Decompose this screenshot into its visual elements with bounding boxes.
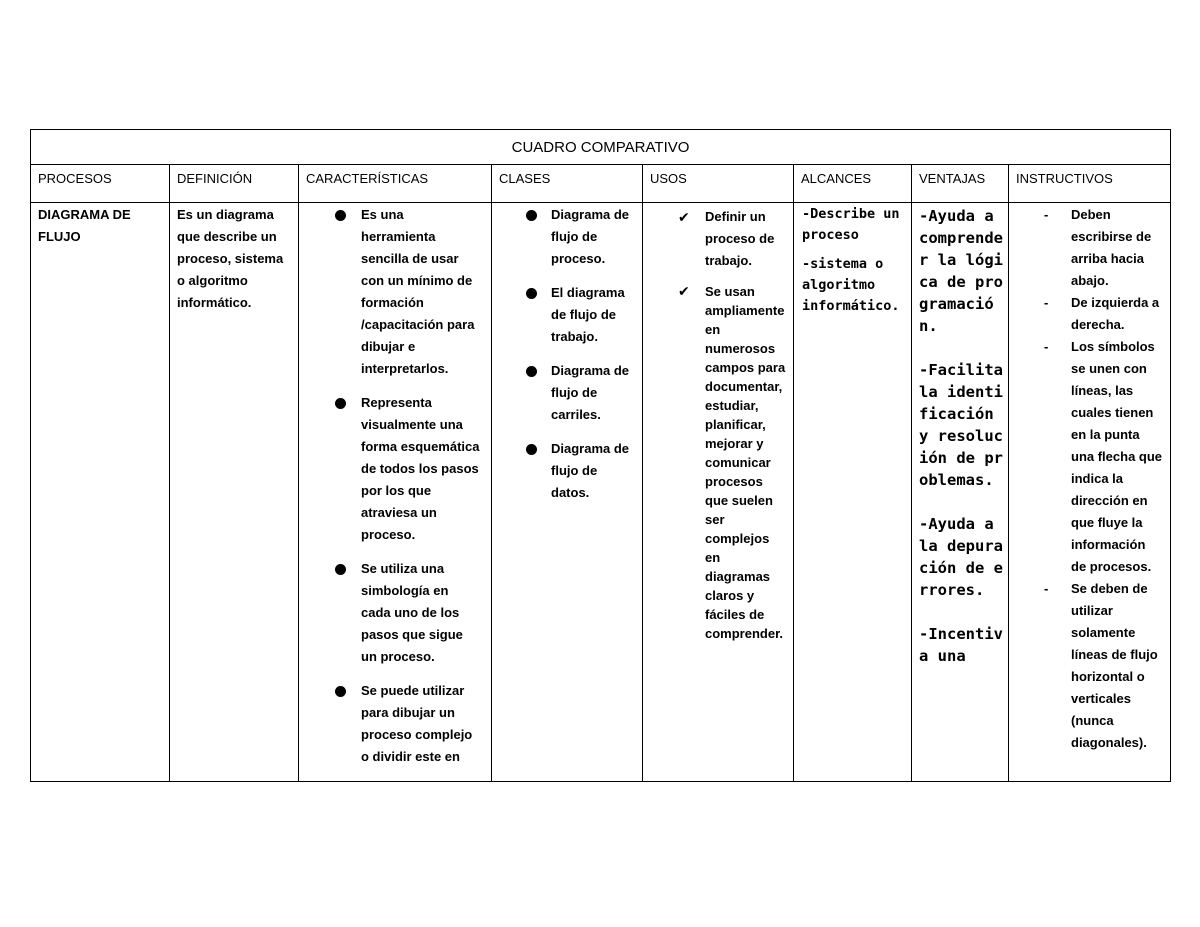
header-caracteristicas: CARACTERÍSTICAS (299, 165, 492, 203)
list-item: Se puede utilizar para dibujar un proceso complejo o dividir este en (361, 680, 481, 768)
table-title: CUADRO COMPARATIVO (31, 130, 1171, 165)
ventaja-item: -Incentiva una (919, 625, 1003, 665)
comparison-table (30, 129, 1170, 782)
bullet-icon (526, 288, 537, 299)
cell-usos (643, 203, 794, 782)
dash-icon: - (1044, 295, 1049, 310)
list-item: - Se deben de utilizar solamente líneas de flujo horizontal o verticales (nunca diagonales). (1071, 578, 1164, 754)
list-item: ✔ Definir un proceso de trabajo. (705, 206, 787, 272)
dash-icon: - (1044, 207, 1049, 222)
list-item: El diagrama de flujo de trabajo. (551, 282, 634, 348)
list-item: Es una herramienta sencilla de usar con un mínimo de formación /capacitación para dibujar e interpretarlos. (361, 204, 481, 380)
header-procesos: PROCESOS (31, 165, 170, 203)
caracteristicas-list (299, 203, 491, 768)
list-item: - Los símbolos se unen con líneas, las cuales tienen en la punta una flecha que indica la dirección en que fluye la información de procesos. (1071, 336, 1164, 578)
header-alcances: ALCANCES (794, 165, 912, 203)
checkmark-icon: ✔ (678, 283, 690, 299)
alcance-item: -Describe un proceso (802, 206, 900, 243)
usos-list (643, 203, 793, 643)
ventaja-item: -Ayuda a la depuración de errores. (919, 515, 1003, 599)
list-item: ✔ Se usan ampliamente en numerosos campos para documentar, estudiar, planificar, mejorar y comunicar procesos que suelen ser complejos en diagramas claros y fáciles de comprender. (678, 283, 786, 641)
header-clases: CLASES (492, 165, 643, 203)
list-item: Diagrama de flujo de datos. (551, 438, 634, 504)
header-instructivos: INSTRUCTIVOS (1009, 165, 1171, 203)
list-item: Diagrama de flujo de carriles. (551, 360, 634, 426)
clases-list (492, 203, 642, 504)
dash-icon: - (1044, 581, 1049, 596)
instructivos-list (1009, 203, 1170, 754)
list-item: Se utiliza una simbología en cada uno de los pasos que sigue un proceso. (361, 558, 481, 668)
bullet-icon (335, 210, 346, 221)
dash-icon: - (1044, 339, 1049, 354)
cell-procesos (31, 203, 170, 782)
cell-alcances (794, 203, 912, 782)
ventajas-content (912, 203, 1008, 667)
alcance-item: -sistema o algoritmo informático. (802, 256, 900, 314)
header-definicion: DEFINICIÓN (170, 165, 299, 203)
cell-instructivos (1009, 203, 1171, 782)
ventaja-item: -Facilita la identificación y resolución de problemas. (919, 361, 1003, 489)
definicion-text: Es un diagrama que describe un proceso, sistema o algoritmo informático. (177, 207, 284, 310)
list-item: Representa visualmente una forma esquemática de todos los pasos por los que atraviesa un proceso. (361, 392, 481, 546)
header-usos: USOS (643, 165, 794, 203)
bullet-icon (335, 686, 346, 697)
header-ventajas: VENTAJAS (912, 165, 1009, 203)
cell-ventajas (912, 203, 1009, 782)
cell-caracteristicas (299, 203, 492, 782)
list-item: - De izquierda a derecha. (1071, 292, 1164, 336)
cell-definicion (170, 203, 299, 782)
bullet-icon (335, 564, 346, 575)
list-item: Diagrama de flujo de proceso. (551, 204, 634, 270)
bullet-icon (526, 444, 537, 455)
procesos-text: DIAGRAMA DE FLUJO (38, 207, 131, 244)
ventaja-item: -Ayuda a comprender la lógica de programación. (919, 207, 1003, 335)
table-row (31, 203, 1171, 782)
bullet-icon (526, 366, 537, 377)
bullet-icon (526, 210, 537, 221)
bullet-icon (335, 398, 346, 409)
header-row (31, 165, 1171, 203)
checkmark-icon: ✔ (678, 209, 690, 225)
cell-clases (492, 203, 643, 782)
list-item: - Deben escribirse de arriba hacia abajo. (1071, 204, 1164, 292)
alcances-content (794, 203, 911, 317)
